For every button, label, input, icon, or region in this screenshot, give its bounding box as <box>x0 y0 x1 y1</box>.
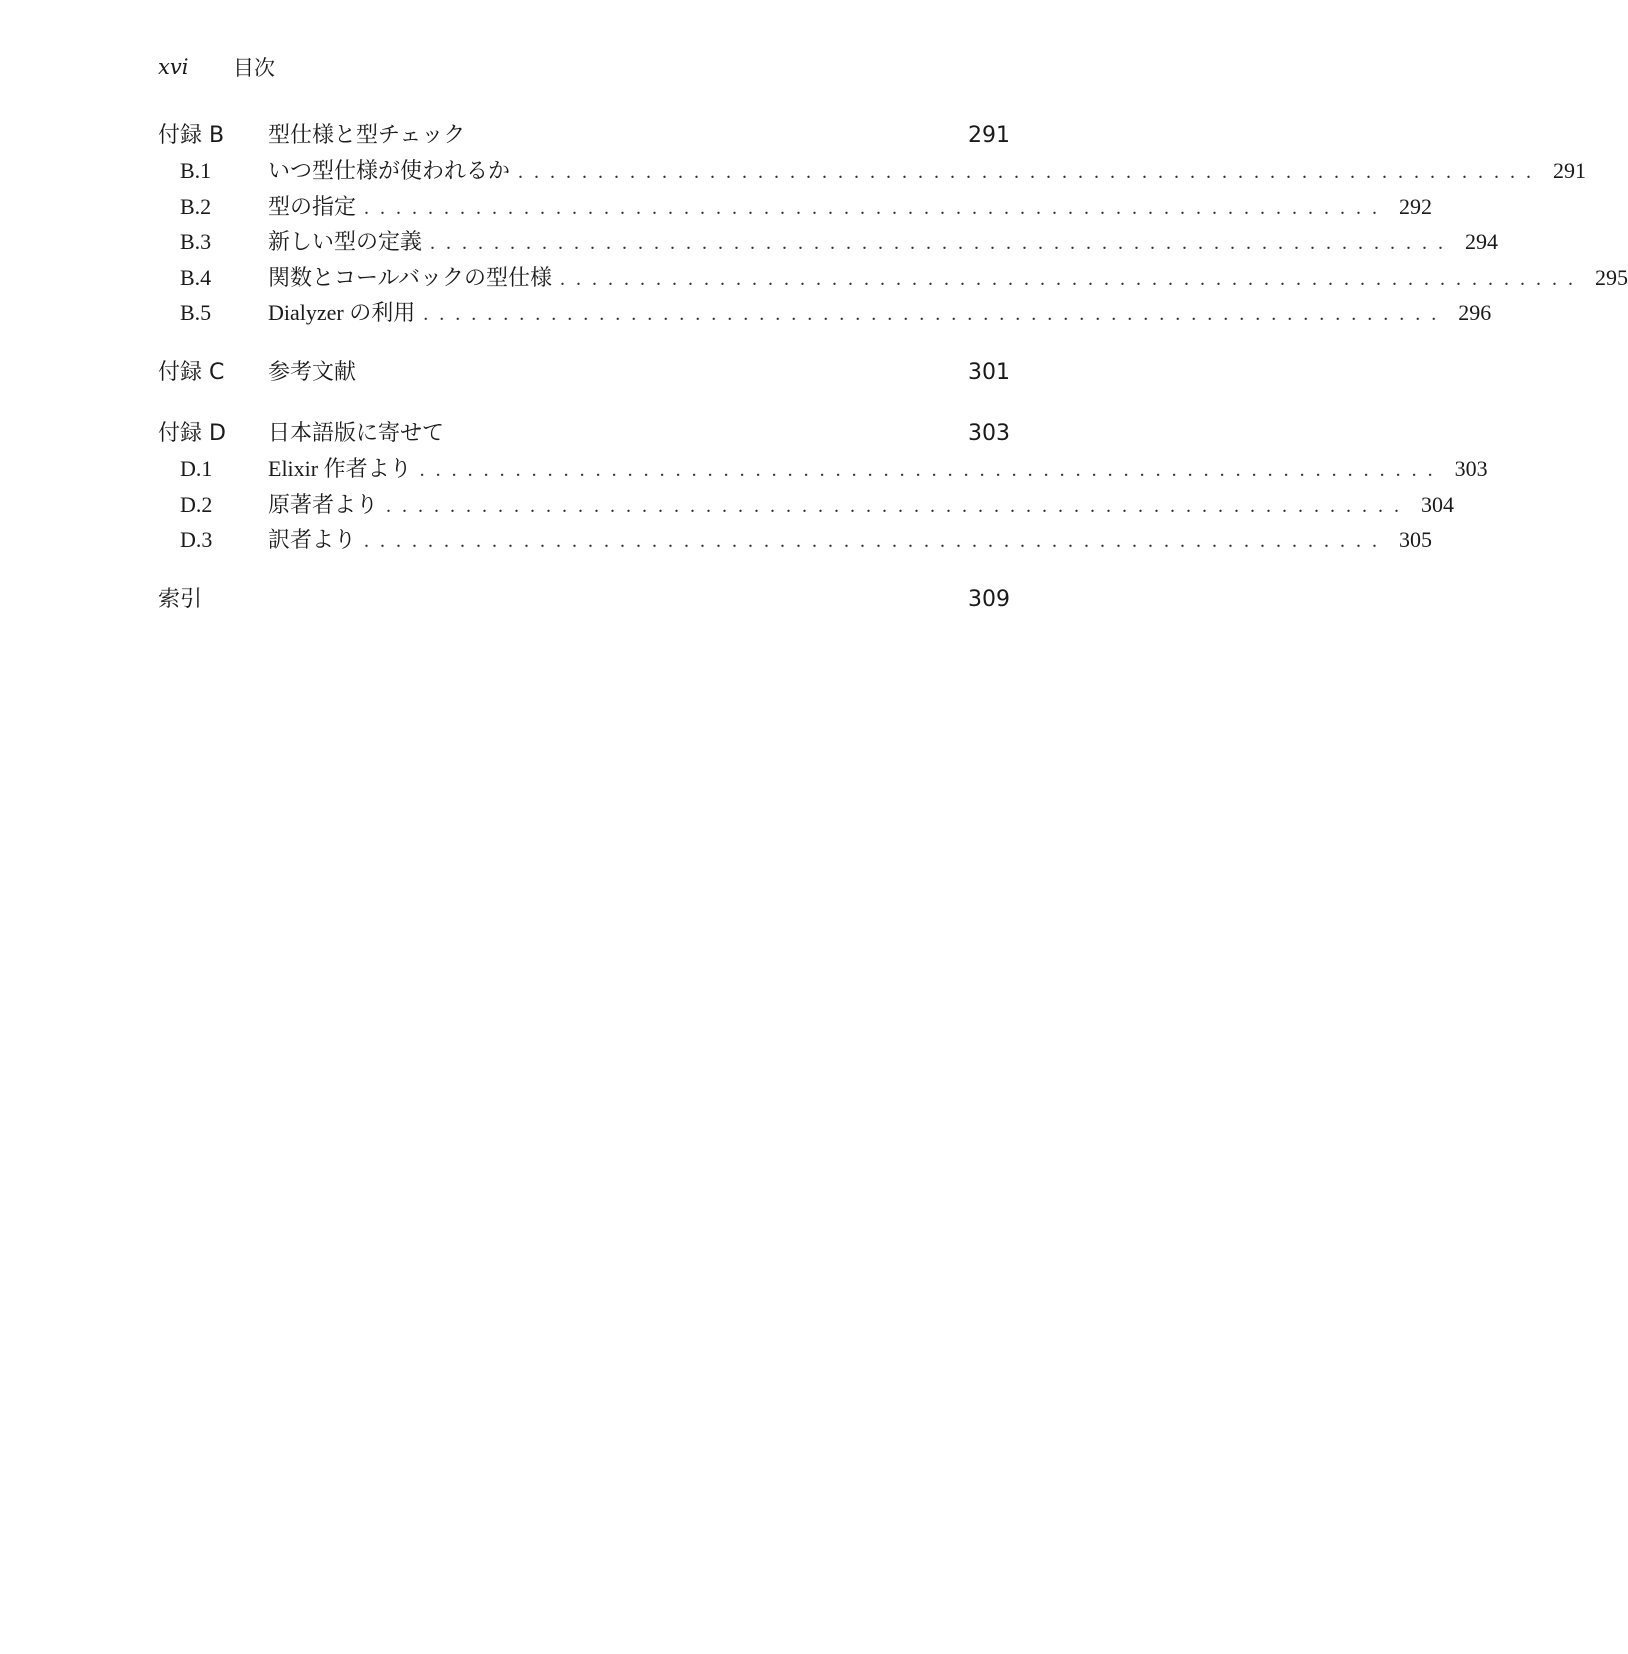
section-label: B.5 <box>180 299 212 325</box>
section-page: 295 <box>1595 264 1628 290</box>
index-page: 309 <box>968 587 1010 613</box>
dot-leader: ................................................................ <box>364 196 1389 219</box>
toc-section-row[interactable] <box>158 189 1433 224</box>
section-page: 296 <box>1458 299 1492 325</box>
toc-section-row[interactable] <box>158 487 1455 522</box>
toc-section-row[interactable] <box>158 451 1488 486</box>
chapter-page: 303 <box>968 420 1010 446</box>
chapter-title: 参考文献 <box>268 360 357 386</box>
index-label: 索引 <box>158 587 203 613</box>
section-label: B.3 <box>180 229 212 255</box>
running-title: 目次 <box>233 56 275 80</box>
dot-leader: ................................................................ <box>518 161 1543 184</box>
section-page: 291 <box>1553 158 1587 184</box>
section-title: 関数とコールバックの型仕様 <box>268 264 553 290</box>
section-title: 訳者より <box>268 526 357 552</box>
section-label: B.1 <box>180 158 212 184</box>
page-header <box>158 50 275 84</box>
toc-chapter-row[interactable] <box>158 355 1010 390</box>
chapter-title: 型仕様と型チェック <box>268 123 466 148</box>
section-page: 292 <box>1399 193 1433 219</box>
section-label: D.3 <box>180 526 213 552</box>
dot-leader: ................................................................ <box>364 529 1389 552</box>
section-title: いつ型仕様が使われるか <box>268 158 511 184</box>
dot-leader: ................................................................ <box>386 494 1411 517</box>
toc-chapter-row[interactable] <box>158 118 1010 153</box>
section-title: 新しい型の定義 <box>268 229 423 255</box>
section-title: 原著者より <box>268 491 379 517</box>
section-label: D.1 <box>180 456 213 482</box>
section-label: D.2 <box>180 491 213 517</box>
toc-group-appendix-b <box>158 118 1628 330</box>
chapter-label: 付録 D <box>158 420 226 446</box>
section-page: 294 <box>1465 229 1499 255</box>
section-title: 型の指定 <box>268 193 357 219</box>
dot-leader: ................................................................ <box>419 459 1444 482</box>
section-label: B.2 <box>180 193 212 219</box>
table-of-contents <box>158 118 1628 643</box>
toc-section-row[interactable] <box>158 522 1433 557</box>
section-page: 303 <box>1454 456 1488 482</box>
chapter-label: 付録 C <box>158 360 225 386</box>
toc-index-row[interactable] <box>158 582 1010 617</box>
dot-leader: ................................................................ <box>560 267 1585 290</box>
section-page: 305 <box>1399 526 1433 552</box>
chapter-page: 291 <box>968 123 1010 148</box>
section-title: Dialyzer の利用 <box>268 299 416 325</box>
chapter-page: 301 <box>968 360 1010 386</box>
dot-leader: ................................................................ <box>423 302 1448 325</box>
toc-group-appendix-c <box>158 355 1010 390</box>
toc-group-index <box>158 582 1010 617</box>
page-number: xvi <box>158 55 189 79</box>
toc-section-row[interactable] <box>158 295 1492 330</box>
toc-group-appendix-d <box>158 416 1488 558</box>
section-label: B.4 <box>180 264 212 290</box>
dot-leader: ................................................................ <box>430 232 1455 255</box>
chapter-title: 日本語版に寄せて <box>268 420 445 446</box>
toc-section-row[interactable] <box>158 153 1587 188</box>
section-title: Elixir 作者より <box>268 456 412 482</box>
toc-section-row[interactable] <box>158 260 1628 295</box>
toc-section-row[interactable] <box>158 224 1499 259</box>
toc-chapter-row[interactable] <box>158 416 1010 451</box>
chapter-label: 付録 B <box>158 123 225 148</box>
section-page: 304 <box>1421 491 1455 517</box>
